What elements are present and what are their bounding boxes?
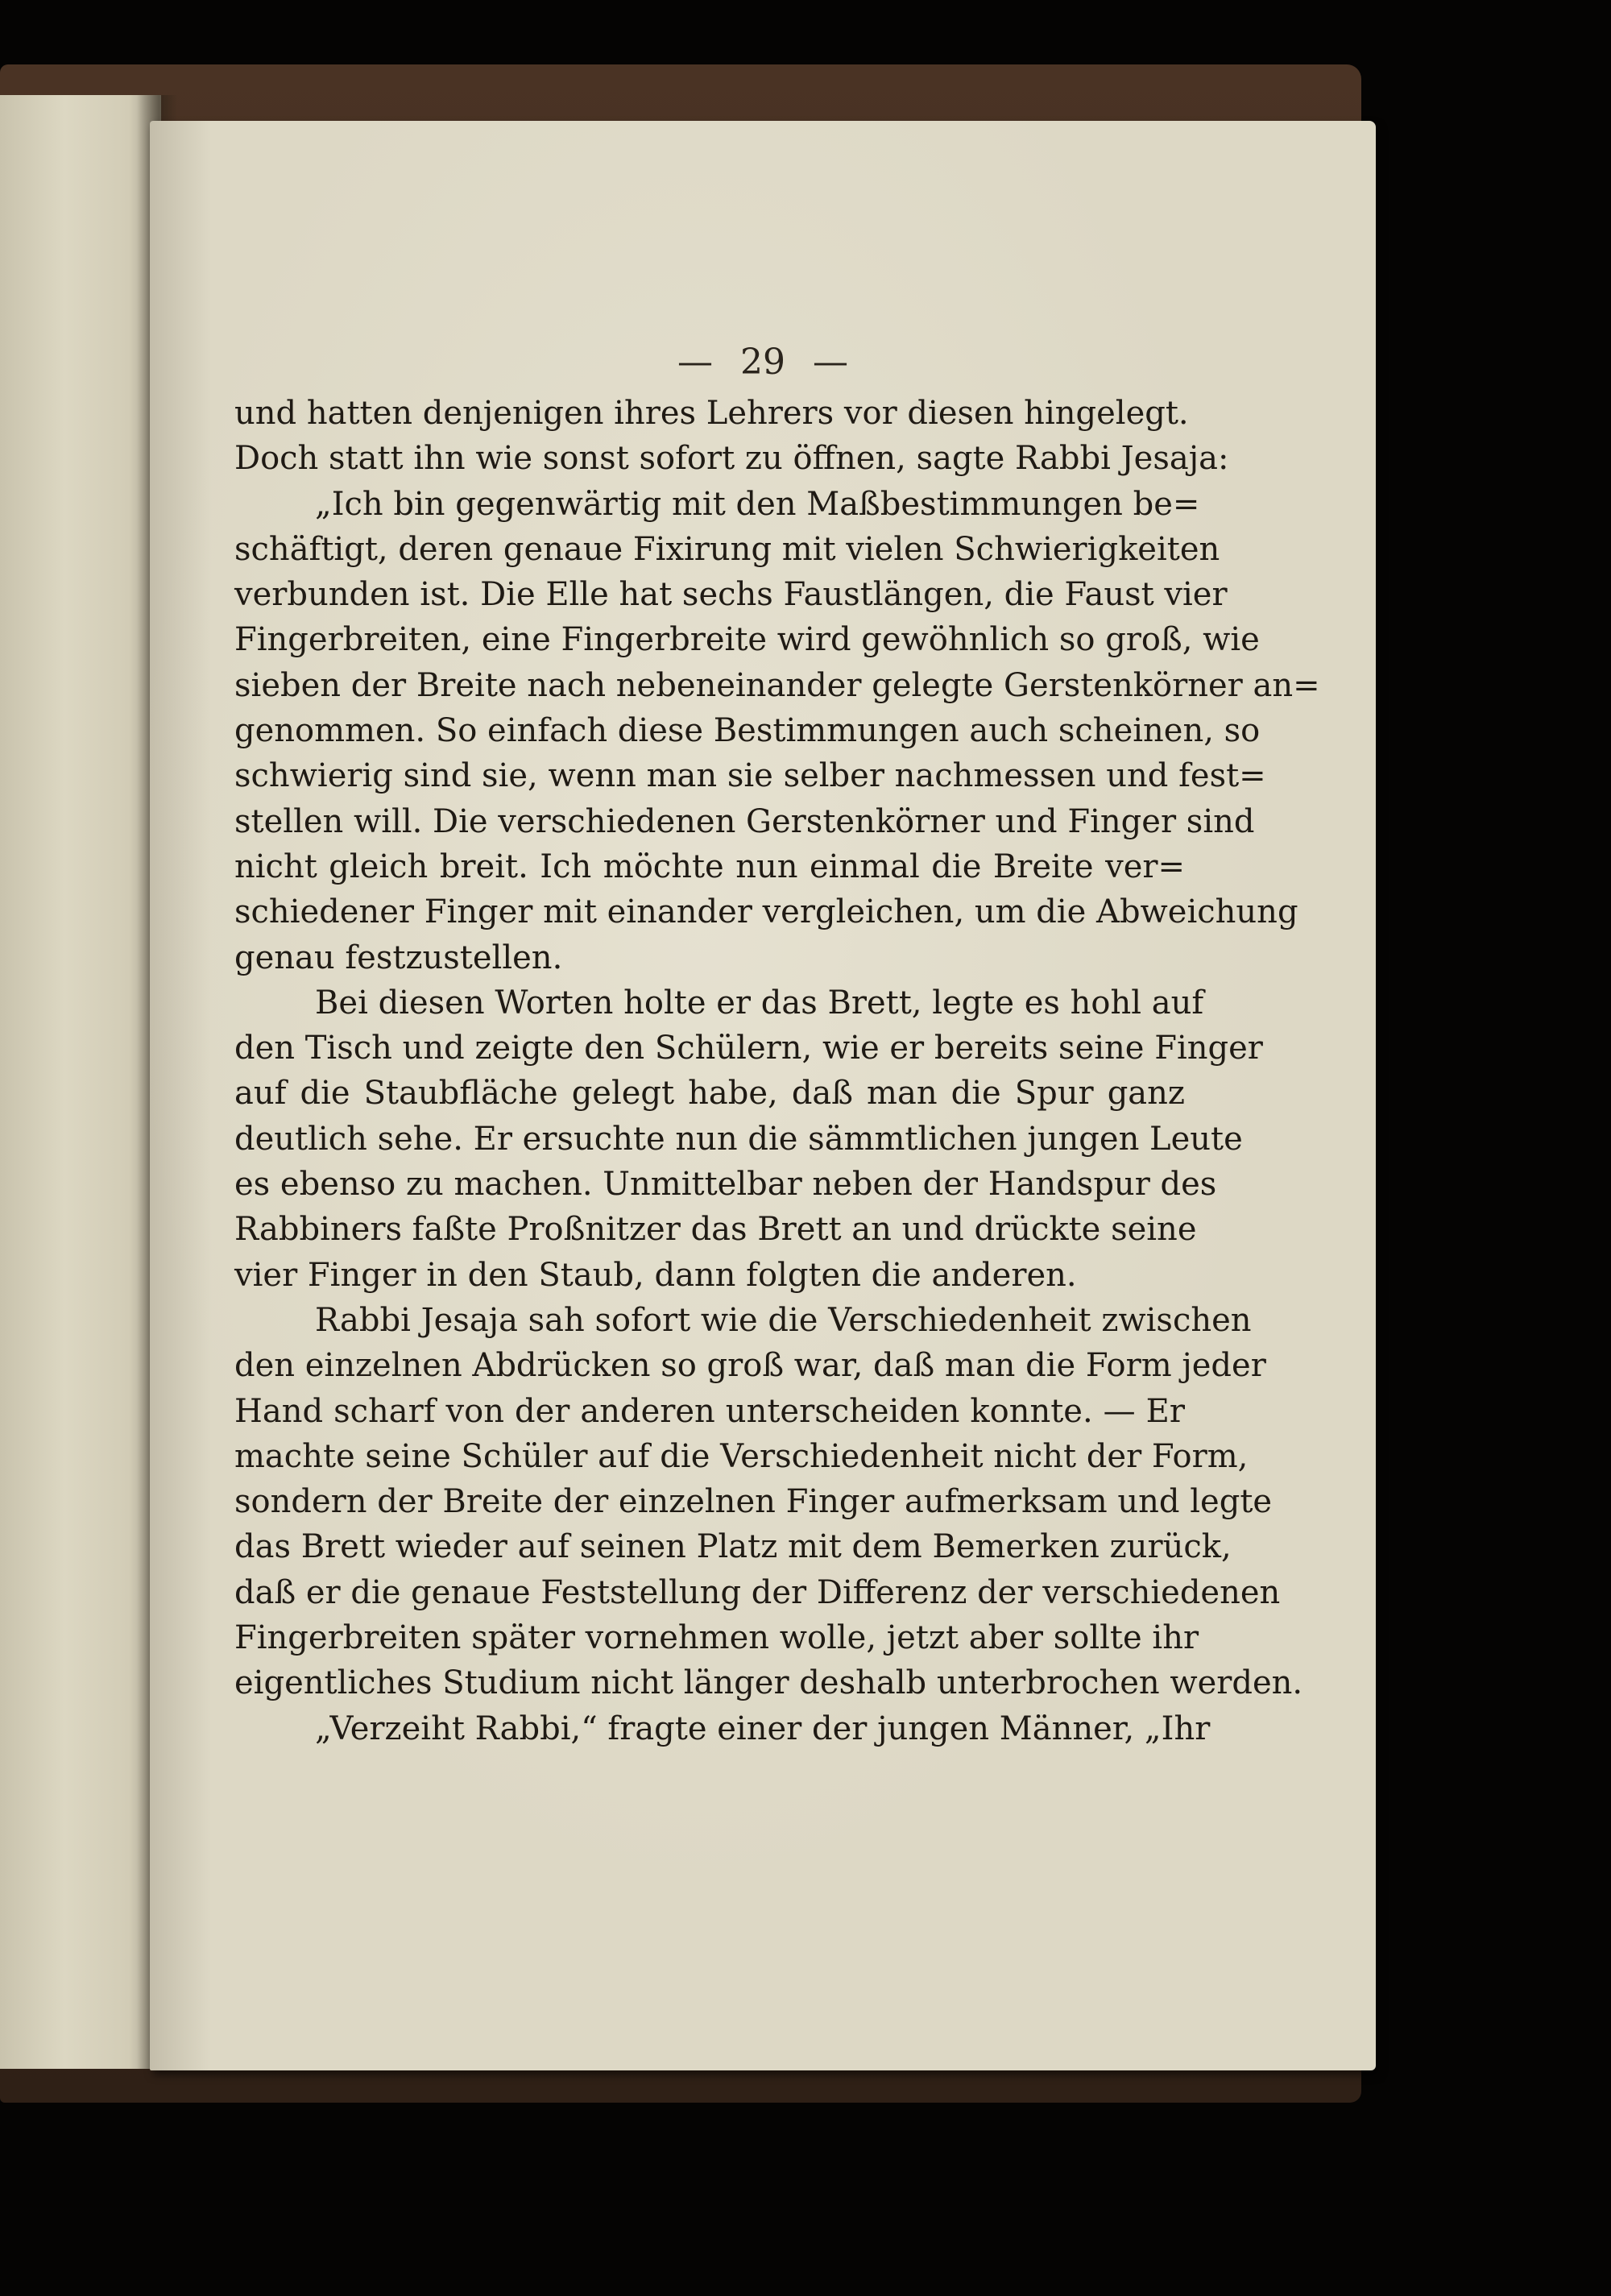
text-line: Rabbiners faßte Proßnitzer das Brett an und drückte seine [234,1211,1197,1249]
text-line: schwierig sind sie, wenn man sie selber nachmessen und fest= [234,757,1266,795]
text-line: genau festzustellen. [234,939,563,976]
text-line: und hatten denjenigen ihres Lehrers vor diesen hingelegt. [234,395,1189,432]
text-line: „Ich bin gegenwärtig mit den Maßbestimmungen be= [315,485,1200,523]
text-line: deutlich sehe. Er ersuchte nun die sämmtlichen jungen Leute [234,1120,1243,1158]
text-line: daß er die genaue Feststellung der Differenz der verschiedenen [234,1573,1281,1611]
text-line: vier Finger in den Staub, dann folgten die anderen. [234,1256,1077,1294]
text-line: Rabbi Jesaja sah sofort wie die Verschiedenheit zwischen [315,1301,1252,1339]
text-line: sondern der Breite der einzelnen Finger aufmerksam und legte [234,1483,1273,1521]
text-line: sieben der Breite nach nebeneinander gelegte Gerstenkörner an= [234,666,1320,704]
page-number: 29 [740,342,785,383]
text-line: den Tisch und zeigte den Schülern, wie er bereits seine Finger [234,1030,1263,1067]
text-line: nicht gleich breit. Ich möchte nun einmal die Breite ver= [234,848,1185,885]
text-line: das Brett wieder auf seinen Platz mit dem Bemerken zurück, [234,1528,1232,1566]
text-line: schäftigt, deren genaue Fixirung mit vielen Schwierigkeiten [234,530,1220,568]
text-line: verbunden ist. Die Elle hat sechs Faustlängen, die Faust vier [234,576,1228,614]
body-text [234,391,1320,1751]
book-page [150,121,1376,2070]
text-line: stellen will. Die verschiedenen Gerstenkörner und Finger sind [234,802,1255,840]
text-line: Doch statt ihn wie sonst sofort zu öffnen, sagte Rabbi Jesaja: [234,440,1229,478]
text-line: auf die Staubfläche gelegt habe, daß man die Spur ganz [234,1075,1185,1113]
text-line: Fingerbreiten, eine Fingerbreite wird gewöhnlich so groß, wie [234,621,1260,659]
text-line: genommen. So einfach diese Bestimmungen auch scheinen, so [234,712,1261,750]
text-line: schiedener Finger mit einander vergleichen, um die Abweichung [234,893,1298,931]
page-number-dash-left: — [677,342,713,383]
text-line: „Verzeiht Rabbi,“ fragte einer der jungen Männer, „Ihr [315,1710,1211,1747]
text-line: machte seine Schüler auf die Verschiedenheit nicht der Form, [234,1437,1249,1475]
page-number-dash-right: — [813,342,848,383]
text-line: es ebenso zu machen. Unmittelbar neben der Handspur des [234,1166,1217,1204]
text-line: Hand scharf von der anderen unterscheiden konnte. — Er [234,1392,1185,1430]
text-line: Bei diesen Worten holte er das Brett, legte es hohl auf [315,984,1204,1022]
text-line: Fingerbreiten später vornehmen wolle, jetzt aber sollte ihr [234,1619,1199,1657]
page-number-header [150,340,1376,385]
text-line: eigentliches Studium nicht länger deshalb unterbrochen werden. [234,1664,1303,1702]
text-line: den einzelnen Abdrücken so groß war, daß man die Form jeder [234,1347,1266,1385]
